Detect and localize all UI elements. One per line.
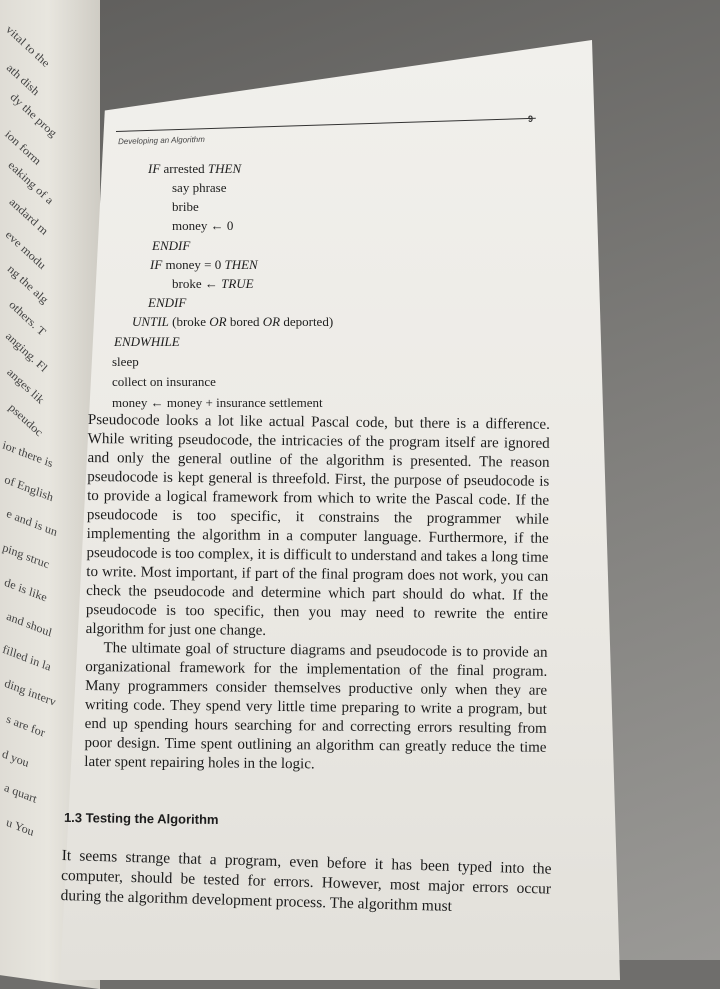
left-page-fragment: d you [0, 746, 31, 770]
pseudocode-line: IF arrested THEN [148, 161, 242, 176]
left-page-fragment: ping struc [1, 540, 51, 572]
paragraph-2: The ultimate goal of structure diagrams and pseudocode is to provide an organizational framework for the implementation of the final program. Many programmers consider themselves productive only when they are writing code. They spend very little time preparing to write a program, but end up spending hours searching for and correcting errors resulting from poor design. Time spent outlining an algorithm can greatly reduce the time later spent repairing holes in the logic. [84, 640, 548, 773]
left-page-fragment: de is like [3, 574, 49, 605]
pseudocode-line: money ← 0 [172, 218, 234, 233]
left-page-fragment: ding interv [3, 675, 58, 709]
paragraph-1: Pseudocode looks a lot like actual Pascal code, but there is a difference. While writing pseudocode, the intricacies of the program itself are ignored and only the general outline of the algorithm is presented. The reason pseudocode is kept general is threefold. First, the purpose of pseudocode is to provide a logical framework from which to write the Pascal code. If the pseudocode is too specific, it constrains the programmer while implementing the algorithm in a computer language. Furthermore, if the pseudocode is too complex, it is difficult to understand and takes a long time to write. Most important, if part of the final program does not work, you can check the pseudocode and determine which part should do what. If the pseudocode is too specific, then you may need to rewrite the entire algorithm for just one change. [85, 411, 550, 639]
section-heading: 1.3 Testing the Algorithm [63, 809, 219, 828]
left-page-fragment: anges lik [4, 365, 48, 407]
pseudocode-line: ENDIF [148, 295, 187, 310]
left-page-fragment: filled in la [1, 641, 53, 674]
pseudocode-line: IF money = 0 THEN [150, 257, 258, 272]
left-page-fragment: and shoul [5, 608, 54, 640]
page-number: 9 [528, 114, 534, 124]
left-page-fragment: u You [4, 815, 36, 839]
left-page-fragment: eve modu [2, 227, 49, 272]
left-page-fragment: ior there is [1, 437, 55, 471]
left-page-fragment: andard m [6, 194, 51, 238]
left-page-fragment: s are for [5, 711, 47, 740]
pseudocode-line: bribe [172, 199, 199, 214]
left-page-fragment: others. T [6, 297, 49, 339]
pseudocode-line: ENDIF [152, 238, 191, 253]
left-page-fragment: a quart [2, 780, 39, 806]
left-page-fragment: of English [3, 472, 55, 505]
left-page-fragment: dy the prog [7, 90, 60, 140]
pseudocode-line: money ← money + insurance settlement [112, 395, 323, 410]
left-page-fragment: ath dish [3, 60, 43, 99]
left-page-fragment: eaking of a [5, 158, 57, 207]
pseudocode-line: UNTIL (broke OR bored OR deported) [132, 314, 334, 329]
left-page-fragment: ion form [2, 127, 44, 168]
left-page-fragment: pseudoc [6, 400, 46, 440]
pseudocode-line: broke ← TRUE [172, 276, 254, 291]
pseudocode-line: collect on insurance [112, 374, 216, 389]
pseudocode-line: say phrase [172, 180, 227, 195]
left-page-fragment: vital to the [3, 22, 53, 70]
pseudocode-line: ENDWHILE [114, 334, 180, 349]
left-page-fragment: e and is un [5, 506, 59, 539]
section-text: It seems strange that a program, even before it has been typed into the computer, should be tested for errors. However, most major errors occur during the algorithm development process. The algorithm must [60, 846, 552, 915]
header-rule [116, 118, 536, 132]
body-text [84, 411, 550, 777]
pseudocode-line: sleep [112, 354, 139, 369]
running-head: Developing an Algorithm [117, 134, 205, 147]
left-page-fragment: ng the alg [5, 262, 51, 307]
left-page-fragment: anging. Fl [3, 329, 51, 375]
